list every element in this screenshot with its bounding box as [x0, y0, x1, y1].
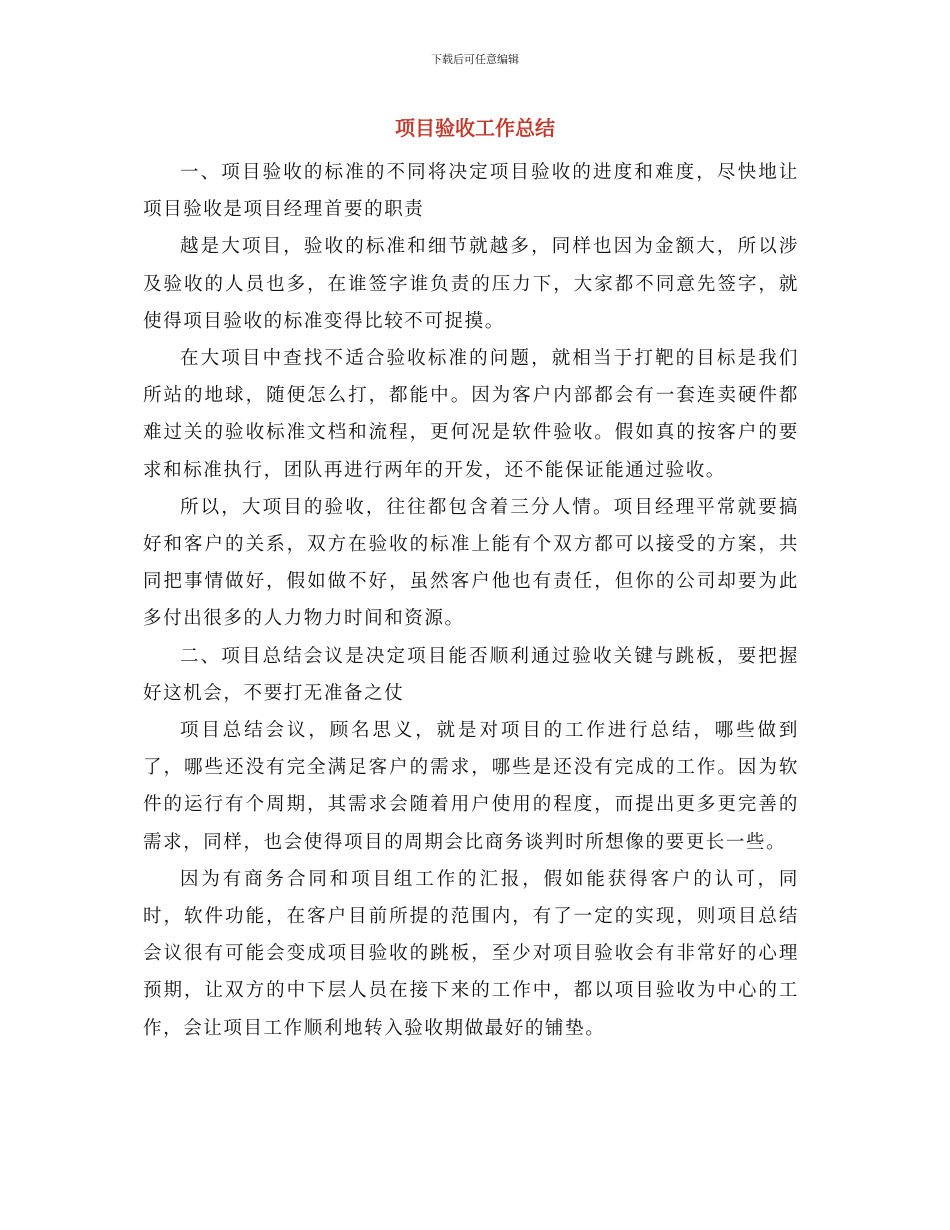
- paragraph: 越是大项目，验收的标准和细节就越多，同样也因为金额大，所以涉及验收的人员也多，在谁签字谁负责的压力下，大家都不同意先签字，就使得项目验收的标准变得比较不可捉摸。: [143, 236, 799, 332]
- paragraph-section-one-heading: 一、项目验收的标准的不同将决定项目验收的进度和难度，尽快地让项目验收是项目经理首要的职责: [143, 162, 799, 221]
- paragraph: 所以，大项目的验收，往往都包含着三分人情。项目经理平常就要搞好和客户的关系，双方在验收的标准上能有个双方都可以接受的方案，共同把事情做好，假如做不好，虽然客户他也有责任，但你的公司却要为此多付出很多的人力物力时间和资源。: [143, 496, 799, 630]
- document-body: [143, 154, 799, 1047]
- page-header-note: 下载后可任意编辑: [431, 53, 519, 66]
- paragraph-section-two-heading: 二、项目总结会议是决定项目能否顺利通过验收关键与跳板，要把握好这机会，不要打无准备之仗: [143, 645, 799, 704]
- paragraph: 项目总结会议，顾名思义，就是对项目的工作进行总结，哪些做到了，哪些还没有完全满足客户的需求，哪些是还没有完成的工作。因为软件的运行有个周期，其需求会随着用户使用的程度，而提出更多更完善的需求，同样，也会使得项目的周期会比商务谈判时所想像的要更长一些。: [143, 720, 799, 853]
- paragraph: 在大项目中查找不适合验收标准的问题，就相当于打靶的目标是我们所站的地球，随便怎么打，都能中。因为客户内部都会有一套连卖硬件都难过关的验收标准文档和流程，更何况是软件验收。假如真的按客户的要求和标准执行，团队再进行两年的开发，还不能保证能通过验收。: [143, 348, 799, 481]
- paragraph: 因为有商务合同和项目组工作的汇报，假如能获得客户的认可，同时，软件功能，在客户目前所提的范围内，有了一定的实现，则项目总结会议很有可能会变成项目验收的跳板，至少对项目验收会有非常好的心理预期，让双方的中下层人员在接下来的工作中，都以项目验收为中心的工作，会让项目工作顺利地转入验收期做最好的铺垫。: [143, 868, 799, 1039]
- document-title: 项目验收工作总结: [395, 116, 555, 140]
